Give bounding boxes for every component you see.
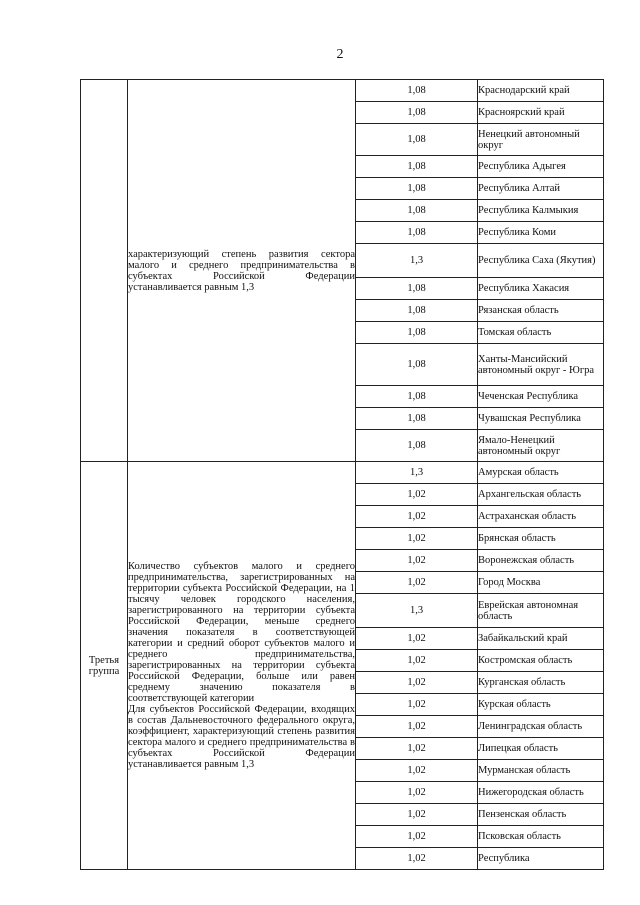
- region-cell: Республика: [478, 848, 604, 870]
- region-cell: Чеченская Республика: [478, 386, 604, 408]
- region-cell: Астраханская область: [478, 506, 604, 528]
- coefficient-cell: 1,02: [356, 738, 478, 760]
- page-number: 2: [336, 47, 344, 62]
- region-cell: Курская область: [478, 694, 604, 716]
- coefficient-cell: 1,08: [356, 222, 478, 244]
- coefficient-cell: 1,02: [356, 628, 478, 650]
- coefficient-cell: 1,08: [356, 300, 478, 322]
- coefficient-cell: 1,02: [356, 528, 478, 550]
- region-cell: Забайкальский край: [478, 628, 604, 650]
- regions-coefficient-table: [80, 79, 604, 870]
- region-cell: Пензенская область: [478, 804, 604, 826]
- coefficient-cell: 1,02: [356, 848, 478, 870]
- coefficient-cell: 1,08: [356, 102, 478, 124]
- coefficient-cell: 1,08: [356, 178, 478, 200]
- region-cell: Нижегородская область: [478, 782, 604, 804]
- region-cell: Ленинградская область: [478, 716, 604, 738]
- coefficient-cell: 1,08: [356, 408, 478, 430]
- coefficient-cell: 1,3: [356, 594, 478, 628]
- coefficient-cell: 1,02: [356, 650, 478, 672]
- coefficient-cell: 1,08: [356, 80, 478, 102]
- coefficient-cell: 1,02: [356, 826, 478, 848]
- region-cell: Республика Саха (Якутия): [478, 244, 604, 278]
- region-cell: Республика Адыгея: [478, 156, 604, 178]
- region-cell: Ханты-Мансийский автономный округ - Югра: [478, 344, 604, 386]
- coefficient-cell: 1,02: [356, 782, 478, 804]
- region-cell: Мурманская область: [478, 760, 604, 782]
- region-cell: Ямало-Ненецкий автономный округ: [478, 430, 604, 462]
- region-cell: Республика Хакасия: [478, 278, 604, 300]
- group-description-cell: [128, 462, 356, 870]
- table-row: [81, 462, 604, 484]
- region-cell: Псковская область: [478, 826, 604, 848]
- coefficient-cell: 1,02: [356, 694, 478, 716]
- region-cell: Курганская область: [478, 672, 604, 694]
- region-cell: Город Москва: [478, 572, 604, 594]
- coefficient-cell: 1,02: [356, 572, 478, 594]
- region-cell: Республика Алтай: [478, 178, 604, 200]
- region-cell: Архангельская область: [478, 484, 604, 506]
- coefficient-cell: 1,08: [356, 200, 478, 222]
- group-name-cell: Третья группа: [81, 462, 128, 870]
- region-cell: Воронежская область: [478, 550, 604, 572]
- region-cell: Костромская область: [478, 650, 604, 672]
- coefficient-cell: 1,08: [356, 344, 478, 386]
- coefficient-cell: 1,02: [356, 550, 478, 572]
- region-cell: Брянская область: [478, 528, 604, 550]
- group-description-cell: [128, 80, 356, 462]
- table-row: [81, 80, 604, 102]
- coefficient-cell: 1,08: [356, 430, 478, 462]
- coefficient-cell: 1,08: [356, 386, 478, 408]
- coefficient-cell: 1,02: [356, 484, 478, 506]
- region-cell: Амурская область: [478, 462, 604, 484]
- coefficient-cell: 1,08: [356, 278, 478, 300]
- coefficient-cell: 1,08: [356, 156, 478, 178]
- region-cell: Красноярский край: [478, 102, 604, 124]
- region-cell: Республика Калмыкия: [478, 200, 604, 222]
- coefficient-cell: 1,02: [356, 506, 478, 528]
- coefficient-cell: 1,02: [356, 760, 478, 782]
- region-cell: Чувашская Республика: [478, 408, 604, 430]
- coefficient-cell: 1,3: [356, 462, 478, 484]
- coefficient-cell: 1,02: [356, 672, 478, 694]
- description-paragraph: характеризующий степень развития сектора малого и среднего предпринимательства в субъектах Российской Федерации устанавливается равным 1,3: [128, 248, 355, 293]
- coefficient-cell: 1,02: [356, 804, 478, 826]
- coefficient-cell: 1,02: [356, 716, 478, 738]
- description-paragraph: Количество субъектов малого и среднего предпринимательства, зарегистрированных на территории субъекта Российской Федерации, на 1 тысячу человек городского населения, зарегистрированного на территории субъекта Российской Федерации, меньше среднего значения показателя в соответствующей категории и средний оборот субъектов малого и среднего предпринимательства, зарегистрированных на территории субъекта Российской Федерации, больше или равен среднему значению показателя в соответствующей категории: [128, 561, 355, 704]
- coefficient-cell: 1,3: [356, 244, 478, 278]
- region-cell: Рязанская область: [478, 300, 604, 322]
- region-cell: Ненецкий автономный округ: [478, 124, 604, 156]
- region-cell: Липецкая область: [478, 738, 604, 760]
- region-cell: Еврейская автономная область: [478, 594, 604, 628]
- coefficient-cell: 1,08: [356, 124, 478, 156]
- region-cell: Краснодарский край: [478, 80, 604, 102]
- description-paragraph: Для субъектов Российской Федерации, входящих в состав Дальневосточного федерального округа, коэффициент, характеризующий степень развития сектора малого и среднего предпринимательства в субъектах Российской Федерации устанавливается равным 1,3: [128, 704, 355, 770]
- region-cell: Республика Коми: [478, 222, 604, 244]
- group-name-cell: [81, 80, 128, 462]
- coefficient-cell: 1,08: [356, 322, 478, 344]
- region-cell: Томская область: [478, 322, 604, 344]
